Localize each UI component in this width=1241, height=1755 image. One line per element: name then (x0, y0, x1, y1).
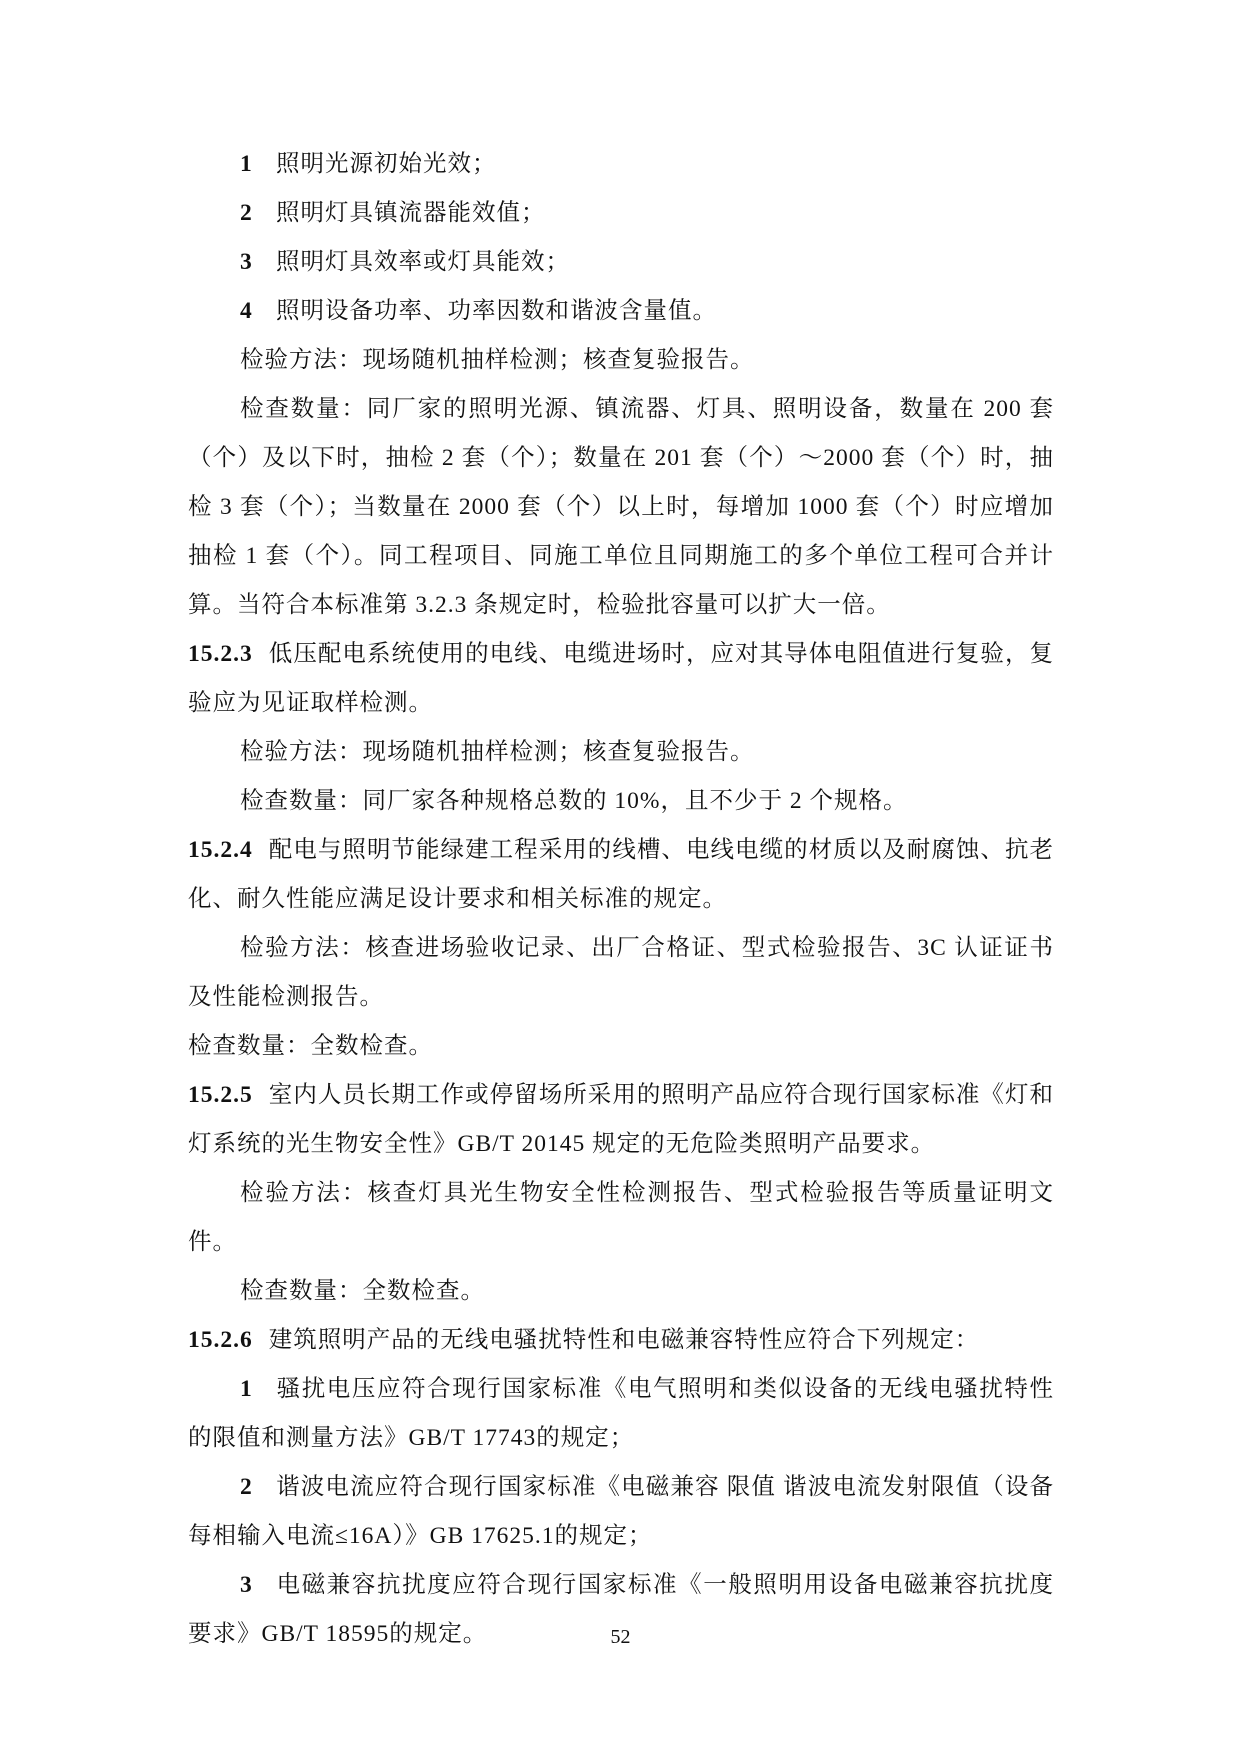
inspection-method: 检验方法：现场随机抽样检测；核查复验报告。 (240, 347, 755, 373)
item-number: 4 (240, 298, 253, 324)
inspection-method: 检验方法：核查进场验收记录、出厂合格证、型式检验报告、3C 认证证书及性能检测报告。 (188, 935, 1054, 1010)
item-text: 骚扰电压应符合现行国家标准《电气照明和类似设备的无线电骚扰特性的限值和测量方法》GB/T 17743的规定； (188, 1376, 1054, 1451)
item-number: 3 (240, 249, 253, 275)
page-content (188, 140, 1054, 1659)
list-item (188, 140, 1054, 189)
clause-text: 建筑照明产品的无线电骚扰特性和电磁兼容特性应符合下列规定： (268, 1327, 980, 1353)
item-text: 谐波电流应符合现行国家标准《电磁兼容 限值 谐波电流发射限值（设备每相输入电流≤16A）》GB 17625.1的规定； (188, 1474, 1054, 1549)
clause-15-2-3 (188, 630, 1054, 728)
clause-15-2-4 (188, 826, 1054, 924)
clause-number: 15.2.4 (188, 837, 253, 863)
clause-text: 低压配电系统使用的电线、电缆进场时，应对其导体电阻值进行复验，复验应为见证取样检测。 (188, 641, 1054, 716)
list-item (188, 287, 1054, 336)
clause-text: 室内人员长期工作或停留场所采用的照明产品应符合现行国家标准《灯和灯系统的光生物安全性》GB/T 20145 规定的无危险类照明产品要求。 (188, 1082, 1054, 1157)
clause-number: 15.2.5 (188, 1082, 253, 1108)
inspection-quantity: 检查数量：同厂家的照明光源、镇流器、灯具、照明设备，数量在 200 套（个）及以下时，抽检 2 套（个）；数量在 201 套（个）～2000 套（个）时，抽检 3 套（个）；当数量在 2000 套（个）以上时，每增加 1000 套（个）时应增加抽检 1 套（个）。同工程项目、同施工单位且同期施工的多个单位工程可合并计算。当符合本标准第 3.2.3 条规定时，检验批容量可以扩大一倍。 (188, 396, 1054, 618)
sub-item (188, 1463, 1054, 1561)
clause-number: 15.2.3 (188, 641, 253, 667)
item-text: 照明灯具镇流器能效值； (276, 200, 546, 226)
clause-15-2-5 (188, 1071, 1054, 1169)
clause-text: 配电与照明节能绿建工程采用的线槽、电线电缆的材质以及耐腐蚀、抗老化、耐久性能应满足设计要求和相关标准的规定。 (188, 837, 1054, 912)
clause-number: 15.2.6 (188, 1327, 253, 1353)
item-number: 2 (240, 200, 253, 226)
item-text: 电磁兼容抗扰度应符合现行国家标准《一般照明用设备电磁兼容抗扰度要求》GB/T 18595的规定。 (188, 1572, 1054, 1647)
inspection-method: 检验方法：现场随机抽样检测；核查复验报告。 (240, 739, 755, 765)
item-number: 2 (240, 1474, 253, 1500)
item-text: 照明设备功率、功率因数和谐波含量值。 (276, 298, 717, 324)
page-number: 52 (610, 1626, 631, 1648)
clause-15-2-6 (188, 1316, 1054, 1365)
item-number: 1 (240, 151, 253, 177)
item-text: 照明光源初始光效； (276, 151, 497, 177)
inspection-method: 检验方法：核查灯具光生物安全性检测报告、型式检验报告等质量证明文件。 (188, 1180, 1054, 1255)
list-item (188, 189, 1054, 238)
inspection-quantity: 检查数量：同厂家各种规格总数的 10%，且不少于 2 个规格。 (240, 788, 908, 814)
item-text: 照明灯具效率或灯具能效； (276, 249, 570, 275)
inspection-quantity: 检查数量：全数检查。 (188, 1033, 433, 1059)
sub-item (188, 1365, 1054, 1463)
item-number: 3 (240, 1572, 253, 1598)
list-item (188, 238, 1054, 287)
item-number: 1 (240, 1376, 253, 1402)
inspection-quantity: 检查数量：全数检查。 (240, 1278, 485, 1304)
